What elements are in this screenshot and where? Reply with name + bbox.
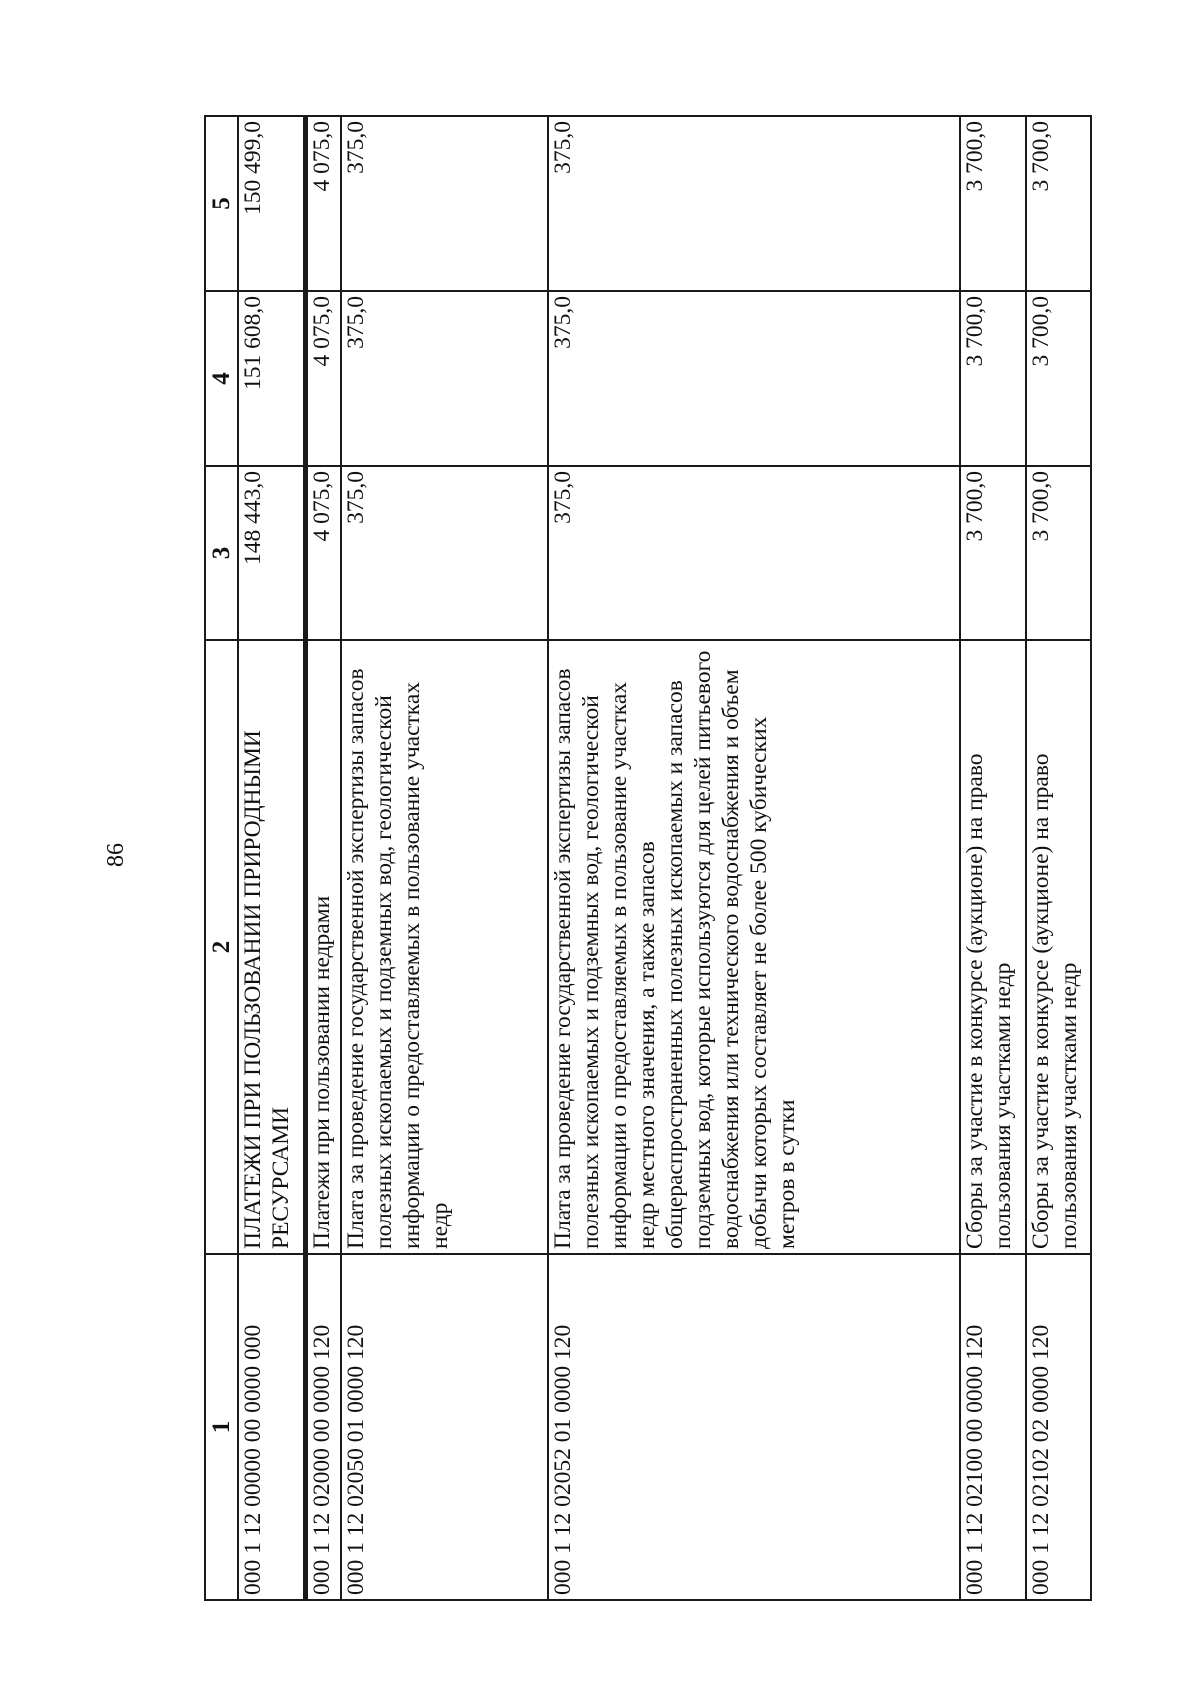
value-col5: 375,0 (548, 116, 961, 291)
value-col3: 4 075,0 (305, 466, 341, 640)
value-col4: 3 700,0 (1026, 291, 1091, 466)
value-col4: 3 700,0 (960, 291, 1025, 466)
budget-code: 000 1 12 02052 01 0000 120 (548, 1254, 961, 1600)
col-header-3: 3 (205, 466, 238, 640)
value-col5: 4 075,0 (305, 116, 341, 291)
table-row (238, 116, 305, 1600)
table-row (960, 116, 1025, 1600)
revenue-name: Сборы за участие в конкурсе (аукционе) на право пользования участками недр (960, 640, 1025, 1254)
value-col3: 3 700,0 (960, 466, 1025, 640)
value-col4: 375,0 (548, 291, 961, 466)
rotated-table-container (204, 117, 1092, 1601)
value-col3: 375,0 (548, 466, 961, 640)
value-col5: 375,0 (341, 116, 547, 291)
budget-code: 000 1 12 02000 00 0000 120 (305, 1254, 341, 1600)
table-row (548, 116, 961, 1600)
revenue-name: Платежи при пользовании недрами (305, 640, 341, 1254)
table-row (1026, 116, 1091, 1600)
header-row (205, 116, 238, 1600)
value-col3: 3 700,0 (1026, 466, 1091, 640)
revenue-name: Плата за проведение государственной экспертизы запасов полезных ископаемых и подземных вод, геологической информации о предоставляемых в пользование участках недр местного значения, а также запасов общераспространенных полезных ископаемых и запасов подземных вод, которые используются для целей питьевого водоснабжения или технического водоснабжения и объем добычи которых составляет не более 500 кубических метров в сутки (548, 640, 961, 1254)
value-col5: 3 700,0 (960, 116, 1025, 291)
page-number: 86 (103, 843, 129, 867)
value-col5: 150 499,0 (238, 116, 305, 291)
table-row (341, 116, 547, 1600)
value-col4: 375,0 (341, 291, 547, 466)
revenue-name: Плата за проведение государственной экспертизы запасов полезных ископаемых и подземных вод, геологической информации о предоставляемых в пользование участках недр (341, 640, 547, 1254)
budget-code: 000 1 12 02050 01 0000 120 (341, 1254, 547, 1600)
col-header-2: 2 (205, 640, 238, 1254)
budget-code: 000 1 12 00000 00 0000 000 (238, 1254, 305, 1600)
col-header-1: 1 (205, 1254, 238, 1600)
value-col4: 151 608,0 (238, 291, 305, 466)
budget-revenue-table (204, 115, 1092, 1601)
budget-code: 000 1 12 02100 00 0000 120 (960, 1254, 1025, 1600)
value-col3: 148 443,0 (238, 466, 305, 640)
value-col3: 375,0 (341, 466, 547, 640)
value-col4: 4 075,0 (305, 291, 341, 466)
budget-code: 000 1 12 02102 02 0000 120 (1026, 1254, 1091, 1600)
table-row (305, 116, 341, 1600)
revenue-name: ПЛАТЕЖИ ПРИ ПОЛЬЗОВАНИИ ПРИРОДНЫМИ РЕСУРСАМИ (238, 640, 305, 1254)
revenue-name: Сборы за участие в конкурсе (аукционе) на право пользования участками недр (1026, 640, 1091, 1254)
col-header-5: 5 (205, 116, 238, 291)
col-header-4: 4 (205, 291, 238, 466)
value-col5: 3 700,0 (1026, 116, 1091, 291)
